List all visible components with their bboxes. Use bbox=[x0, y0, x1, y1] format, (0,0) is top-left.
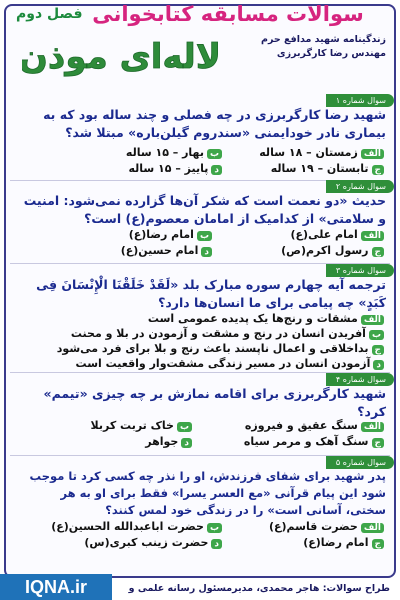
q2-option-d[interactable] bbox=[121, 244, 212, 257]
q4-option-a[interactable] bbox=[245, 419, 384, 432]
q1-option-c-key: ج bbox=[372, 165, 385, 175]
question-2-badge: سوال شماره ۲ bbox=[326, 180, 394, 193]
q3-option-d-key: د bbox=[373, 360, 384, 370]
q5-option-a-label: حضرت قاسم(ع) bbox=[268, 520, 358, 533]
question-1-text: شهید رضا کارگربرزی در چه فصلی و چند ساله بود که به بیماری نادر خودایمنی «سندروم گیلن‌باره» مبتلا شد؟ bbox=[43, 107, 386, 140]
q2-option-c-label: رسول اکرم(ص) bbox=[281, 244, 369, 257]
q1-option-c-label: تابستان – ۱۹ ساله bbox=[270, 162, 369, 175]
q3-option-d[interactable] bbox=[76, 357, 384, 370]
q5-option-c-label: امام رضا(ع) bbox=[303, 536, 369, 549]
q3-option-d-label: آزمودن انسان در مسیر زندگی مشقت‌وار واقعیت است bbox=[75, 357, 371, 370]
q5-option-d[interactable] bbox=[84, 536, 222, 549]
q4-option-b[interactable] bbox=[91, 419, 193, 432]
question-4-badge: سوال شماره ۴ bbox=[326, 373, 394, 386]
q2-option-c[interactable] bbox=[281, 244, 384, 257]
q1-option-d-key: د bbox=[211, 165, 222, 175]
q4-option-a-key: الف bbox=[361, 422, 384, 432]
q1-option-d-label: پاییز – ۱۵ ساله bbox=[128, 162, 209, 175]
iqna-watermark[interactable]: IQNA.ir bbox=[0, 574, 112, 600]
q5-option-a[interactable] bbox=[269, 520, 384, 533]
q3-option-b-key: ب bbox=[369, 330, 384, 340]
q4-option-d[interactable] bbox=[145, 435, 192, 448]
q2-option-b-label: امام رضا(ع) bbox=[128, 228, 194, 241]
subtitle-line-2: مهندس رضا کارگربرزی bbox=[276, 48, 386, 59]
question-5-text: پدر شهید برای شفای فرزندش، او را نذر چه کسی کرد تا موجب شود این پیام قرآنی «مع العسر یسرا» فقط برای او به هر سختی، آسانی است» را در زندگی خود لمس کنند؟ bbox=[29, 469, 386, 517]
question-1-badge: سوال شماره ۱ bbox=[326, 94, 394, 107]
question-3-text: ترجمه آیه چهارم سوره مبارک بلد «لَقَدْ خَلَقْنَا الْإِنْسَانَ فِی کَبَدٍ» چه پیامی برای ما انسان‌ها دارد؟ bbox=[36, 277, 386, 310]
q4-option-c[interactable] bbox=[244, 435, 384, 448]
q1-option-c[interactable] bbox=[271, 162, 384, 175]
question-3-badge: سوال شماره ۳ bbox=[326, 264, 394, 277]
question-2-text: حدیث «دو نعمت است که شکر آن‌ها گزارده نمی‌شود: امنیت و سلامتی» از کدامیک از امامان معصوم(ع) است؟ bbox=[23, 193, 386, 226]
question-5 bbox=[12, 458, 392, 558]
season-label: فصل دوم bbox=[16, 6, 83, 22]
q5-option-c-key: ج bbox=[372, 539, 385, 549]
question-3 bbox=[12, 266, 392, 374]
q2-option-a-label: امام علی(ع) bbox=[290, 228, 358, 241]
q2-option-b-key: ب bbox=[197, 231, 212, 241]
q4-option-b-label: خاک تربت کربلا bbox=[90, 419, 174, 432]
q1-option-a-key: الف bbox=[361, 149, 384, 159]
q1-option-b-key: ب bbox=[207, 149, 222, 159]
q5-option-b-label: حضرت اباعبدالله الحسین(ع) bbox=[51, 520, 204, 533]
question-4 bbox=[12, 375, 392, 453]
q2-option-a-key: الف bbox=[361, 231, 384, 241]
q2-option-d-key: د bbox=[201, 247, 212, 257]
q1-option-b[interactable] bbox=[126, 146, 222, 159]
q4-option-a-label: سنگ عقیق و فیروزه bbox=[244, 419, 358, 432]
q4-option-c-label: سنگ آهک و مرمر سیاه bbox=[243, 435, 369, 448]
q1-option-a[interactable] bbox=[259, 146, 384, 159]
q4-option-d-key: د bbox=[181, 438, 192, 448]
q3-option-b-label: آفریدن انسان در رنج و مشقت و آزمودن در بلا و محنت bbox=[70, 327, 366, 340]
q4-option-c-key: ج bbox=[372, 438, 385, 448]
page-title: سوالات مسابقه کتابخوانی bbox=[92, 2, 364, 26]
book-title-logo bbox=[22, 24, 218, 84]
question-1 bbox=[12, 96, 392, 178]
q2-option-b[interactable] bbox=[129, 228, 212, 241]
q1-option-b-label: بهار – ۱۵ ساله bbox=[125, 146, 204, 159]
q1-option-d[interactable] bbox=[128, 162, 222, 175]
q5-option-b[interactable] bbox=[51, 520, 222, 533]
subtitle-line-1: زندگینامه شهید مدافع حرم bbox=[261, 34, 386, 45]
book-title-logo-text: لاله‌ای موذن bbox=[22, 37, 218, 77]
q1-option-a-label: زمستان – ۱۸ ساله bbox=[259, 146, 358, 159]
question-2 bbox=[12, 182, 392, 262]
q4-option-b-key: ب bbox=[177, 422, 192, 432]
q5-option-d-key: د bbox=[211, 539, 222, 549]
q3-option-a-label: مشقات و رنج‌ها یک پدیده عمومی است bbox=[147, 312, 358, 325]
header bbox=[0, 0, 400, 92]
question-4-text: شهید کارگربرزی برای اقامه نمازش بر چه چیزی «تیمم» کرد؟ bbox=[43, 386, 386, 419]
q5-option-c[interactable] bbox=[303, 536, 384, 549]
q4-option-d-label: جواهر bbox=[145, 435, 179, 448]
q5-option-d-label: حضرت زینب کبری(س) bbox=[84, 536, 209, 549]
q5-option-b-key: ب bbox=[207, 523, 222, 533]
subtitle bbox=[236, 33, 386, 61]
q3-option-c-key: ج bbox=[372, 345, 385, 355]
q2-option-a[interactable] bbox=[291, 228, 385, 241]
q3-option-a-key: الف bbox=[361, 315, 384, 325]
q3-option-c[interactable] bbox=[57, 342, 384, 355]
question-5-badge: سوال شماره ۵ bbox=[326, 456, 394, 469]
footer-credits: طراح سوالات: هاجر محمدی، مدیرمسئول رسانه علمی و bbox=[128, 583, 390, 594]
q3-option-c-label: بداخلاقی و اعمال ناپسند باعث رنج و بلا برای فرد می‌شود bbox=[56, 342, 369, 355]
q5-option-a-key: الف bbox=[361, 523, 384, 533]
q3-option-b[interactable] bbox=[71, 327, 384, 340]
q3-option-a[interactable] bbox=[148, 312, 384, 325]
q2-option-c-key: ج bbox=[372, 247, 385, 257]
q2-option-d-label: امام حسین(ع) bbox=[120, 244, 199, 257]
